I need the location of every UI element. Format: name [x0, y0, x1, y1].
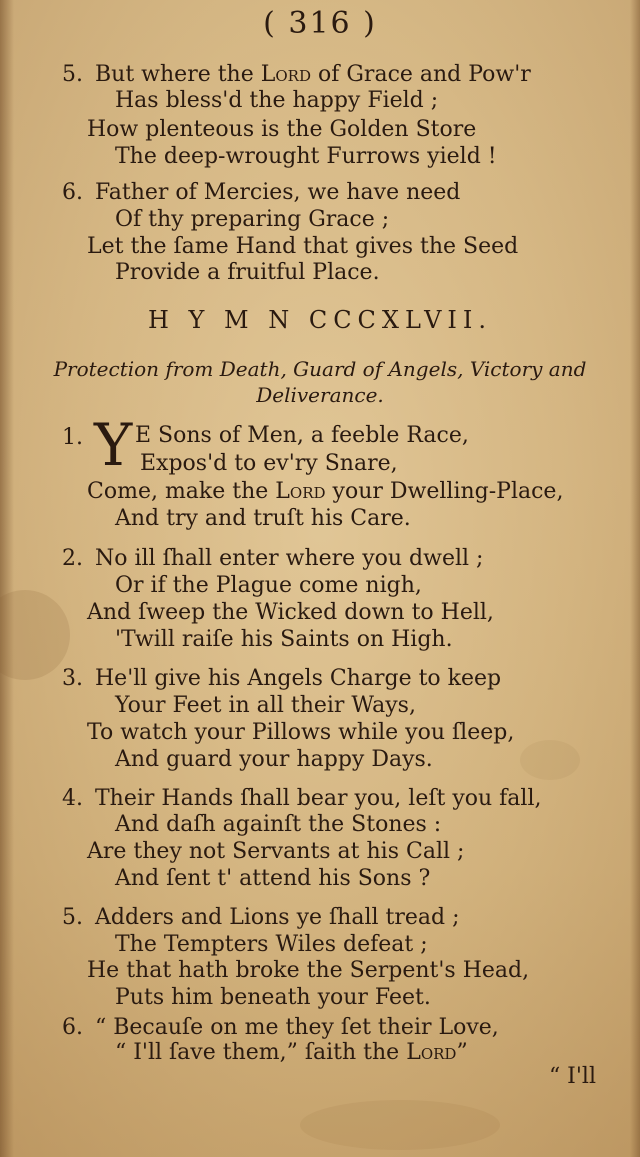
verse-line: Puts him beneath your Feet.	[115, 985, 431, 1010]
verse-line: And ſent t' attend his Sons ?	[115, 866, 431, 891]
verse-line: No ill ſhall enter where you dwell ;	[95, 546, 484, 571]
verse-line: Adders and Lions ye ſhall tread ;	[95, 905, 460, 930]
verse-line: E Sons of Men, a feeble Race,	[135, 423, 469, 448]
verse-line: Expos'd to ev'ry Snare,	[140, 451, 398, 476]
stanza-number: 6.	[62, 180, 83, 205]
foxing-stain	[0, 590, 70, 680]
verse-line: To watch your Pillows while you ſleep,	[87, 720, 515, 745]
page-number: ( 316 )	[263, 6, 377, 41]
verse-line: And try and truſt his Care.	[115, 506, 411, 531]
verse-line: Provide a fruitful Place.	[115, 260, 380, 285]
verse-line: He'll give his Angels Charge to keep	[95, 666, 502, 691]
verse-line: The Tempters Wiles defeat ;	[115, 932, 428, 957]
verse-line: Let the ſame Hand that gives the Seed	[87, 234, 519, 259]
verse-line: But where the Lord of Grace and Pow'r	[95, 62, 531, 87]
catchword: “ I'll	[548, 1064, 596, 1089]
verse-line: Your Feet in all their Ways,	[115, 693, 416, 718]
drop-cap: Y	[94, 411, 133, 479]
stanza-number: 5.	[62, 62, 83, 87]
verse-line: And guard your happy Days.	[115, 747, 433, 772]
stanza-number: 5.	[62, 905, 83, 930]
stanza-number: 1.	[62, 425, 83, 450]
verse-line: And ſweep the Wicked down to Hell,	[87, 600, 494, 625]
hymn-title: H Y M N CCCXLVII.	[147, 306, 493, 334]
stanza-number: 4.	[62, 786, 83, 811]
verse-line: Or if the Plague come nigh,	[115, 573, 422, 598]
verse-line: The deep-wrought Furrows yield !	[115, 144, 497, 169]
verse-line: Father of Mercies, we have need	[95, 180, 461, 205]
verse-line: How plenteous is the Golden Store	[87, 117, 477, 142]
hymn-subtitle: Protection from Death, Guard of Angels, Victory and	[53, 357, 587, 381]
stanza-number: 6.	[62, 1015, 83, 1040]
page-edge-shadow-right	[630, 0, 640, 1157]
verse-line: Has bless'd the happy Field ;	[115, 88, 439, 113]
verse-line: Come, make the Lord your Dwelling-Place,	[87, 479, 564, 504]
page-edge-shadow-left	[0, 0, 14, 1157]
verse-line: “ I'll ſave them,” ſaith the Lord”	[115, 1040, 468, 1065]
hymn-subtitle: Deliverance.	[256, 383, 384, 407]
verse-line: He that hath broke the Serpent's Head,	[87, 958, 530, 983]
verse-line: Of thy preparing Grace ;	[115, 207, 390, 232]
foxing-stain	[520, 740, 580, 780]
verse-line: “ Becauſe on me they ſet their Love,	[95, 1015, 499, 1040]
verse-line: 'Twill raiſe his Saints on High.	[115, 627, 453, 652]
verse-line: And daſh againſt the Stones :	[115, 812, 442, 837]
verse-line: Their Hands ſhall bear you, leſt you fall,	[95, 786, 542, 811]
stanza-number: 2.	[62, 546, 83, 571]
verse-line: Are they not Servants at his Call ;	[87, 839, 465, 864]
foxing-stain	[300, 1100, 500, 1150]
stanza-number: 3.	[62, 666, 83, 691]
